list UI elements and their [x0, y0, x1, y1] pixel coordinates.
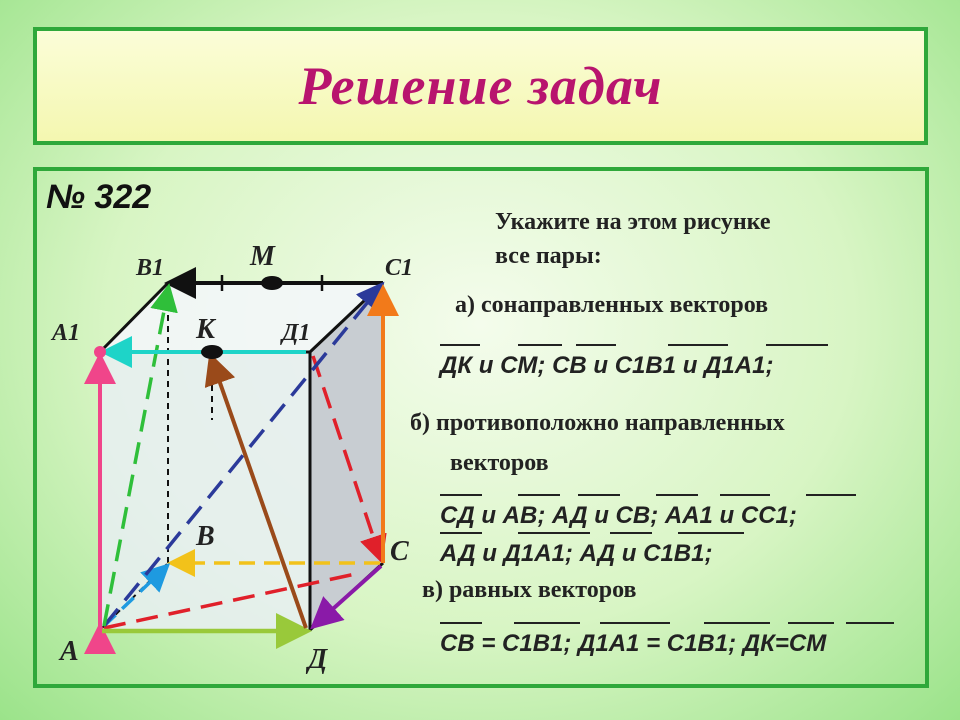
overline [720, 494, 770, 496]
overline [610, 532, 652, 534]
point-M [261, 276, 283, 290]
overline [788, 622, 834, 624]
part-a-answer: ДК и СМ; СВ и С1В1 и Д1А1; [440, 352, 774, 379]
overline [440, 532, 482, 534]
overline [578, 494, 620, 496]
overline [600, 622, 670, 624]
label-A1: А1 [52, 320, 81, 346]
label-A: А [60, 636, 79, 667]
overline [806, 494, 856, 496]
label-D1: Д1 [282, 320, 311, 346]
part-b-answer-line1: СД и АВ; АД и СВ; АА1 и СС1; [440, 502, 797, 529]
overline [704, 622, 770, 624]
label-B1: В1 [136, 255, 165, 281]
label-C: С [390, 536, 409, 567]
overline [766, 344, 828, 346]
overline [518, 494, 560, 496]
instruction-line1: Укажите на этом рисунке [495, 209, 771, 235]
label-M: М [250, 241, 275, 272]
problem-number: № 322 [46, 178, 152, 216]
overline [440, 344, 480, 346]
part-c-answer: СВ = С1В1; Д1А1 = С1В1; ДК=СМ [440, 630, 827, 657]
overline [678, 532, 744, 534]
overline [846, 622, 894, 624]
part-b-label-line1: б) противоположно направленных [410, 410, 785, 436]
part-b-label-line2: векторов [450, 450, 549, 476]
point-K [201, 345, 223, 359]
label-D: Д [308, 644, 328, 675]
instruction-line2: все пары: [495, 243, 602, 269]
overline [440, 494, 482, 496]
part-a-label: а) сонаправленных векторов [455, 292, 769, 318]
front-face [100, 352, 310, 630]
label-K: К [196, 314, 215, 345]
overline [514, 622, 580, 624]
page-title: Решение задач [298, 56, 663, 116]
point-A1 [94, 346, 106, 358]
label-C1: С1 [385, 255, 414, 281]
part-c-label: в) равных векторов [422, 577, 637, 603]
overline [518, 344, 562, 346]
overline [518, 532, 590, 534]
overline [668, 344, 728, 346]
label-B: В [196, 521, 215, 552]
overline [656, 494, 698, 496]
overline [576, 344, 616, 346]
part-b-answer-line2: АД и Д1А1; АД и С1В1; [440, 540, 713, 567]
overline [440, 622, 482, 624]
